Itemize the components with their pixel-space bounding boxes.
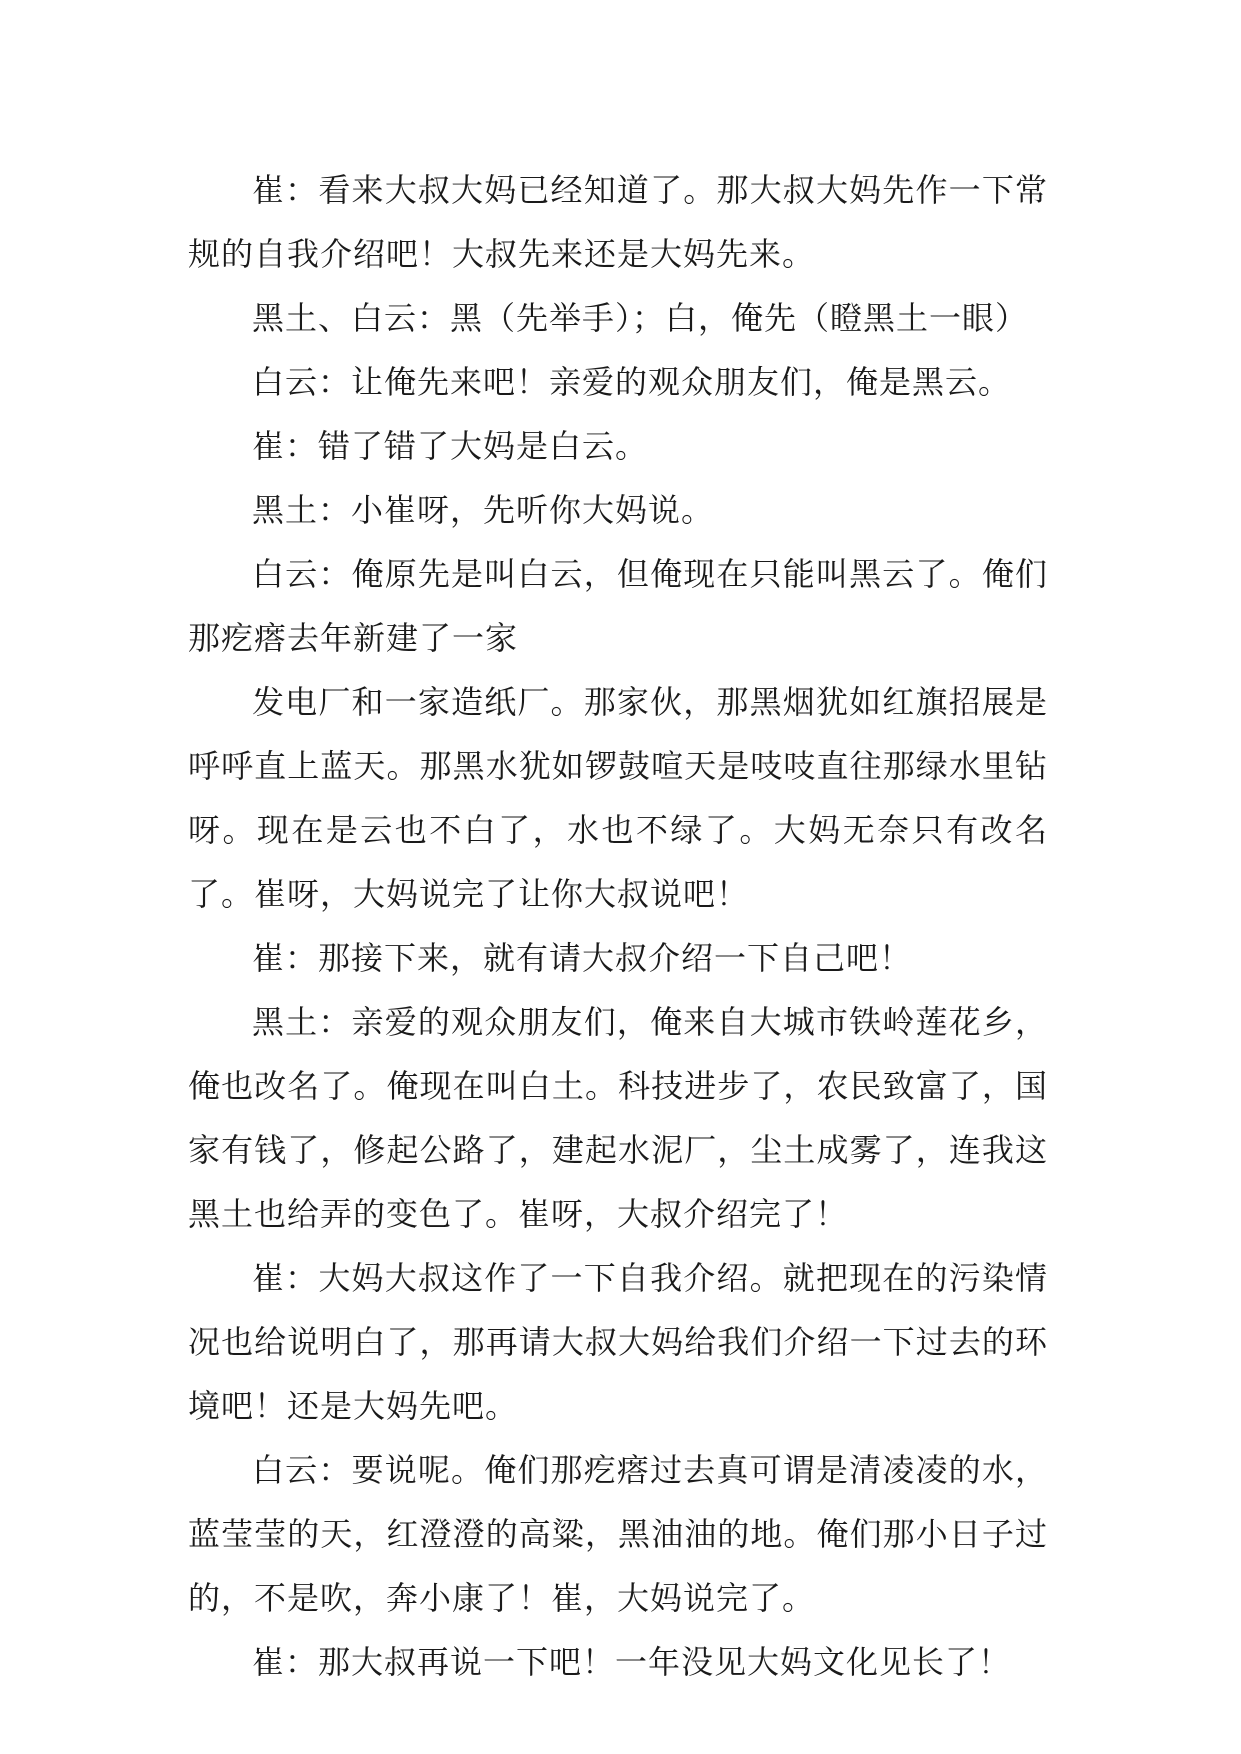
paragraph: 崔：看来大叔大妈已经知道了。那大叔大妈先作一下常规的自我介绍吧！大叔先来还是大妈先来。 xyxy=(188,171,1048,273)
paragraph: 崔：错了错了大妈是白云。 xyxy=(252,427,649,465)
document-body xyxy=(188,158,1048,1694)
paragraph: 崔：那大叔再说一下吧！一年没见大妈文化见长了！ xyxy=(252,1643,1012,1681)
paragraph: 黑土：亲爱的观众朋友们，俺来自大城市铁岭莲花乡，俺也改名了。俺现在叫白土。科技进步了，农民致富了，国家有钱了，修起公路了，建起水泥厂，尘土成雾了，连我这黑土也给弄的变色了。崔呀，大叔介绍完了！ xyxy=(188,1003,1048,1233)
paragraph: 白云：要说呢。俺们那疙瘩过去真可谓是清凌凌的水，蓝莹莹的天，红澄澄的高粱，黑油油的地。俺们那小日子过的，不是吹，奔小康了！崔，大妈说完了。 xyxy=(188,1451,1048,1617)
paragraph: 崔：那接下来，就有请大叔介绍一下自己吧！ xyxy=(252,939,913,977)
paragraph: 白云：让俺先来吧！亲爱的观众朋友们，俺是黑云。 xyxy=(252,363,1012,401)
paragraph: 黑土：小崔呀，先听你大妈说。 xyxy=(252,491,715,529)
paragraph: 崔：大妈大叔这作了一下自我介绍。就把现在的污染情况也给说明白了，那再请大叔大妈给我们介绍一下过去的环境吧！还是大妈先吧。 xyxy=(188,1259,1048,1425)
paragraph: 黑土、白云：黑（先举手）；白，俺先（瞪黑土一眼） xyxy=(252,299,1029,337)
paragraph: 白云：俺原先是叫白云，但俺现在只能叫黑云了。俺们那疙瘩去年新建了一家 xyxy=(188,555,1048,657)
paragraph: 发电厂和一家造纸厂。那家伙，那黑烟犹如红旗招展是呼呼直上蓝天。那黑水犹如锣鼓喧天是吱吱直往那绿水里钻呀。现在是云也不白了，水也不绿了。大妈无奈只有改名了。崔呀，大妈说完了让你大叔说吧！ xyxy=(188,683,1048,913)
